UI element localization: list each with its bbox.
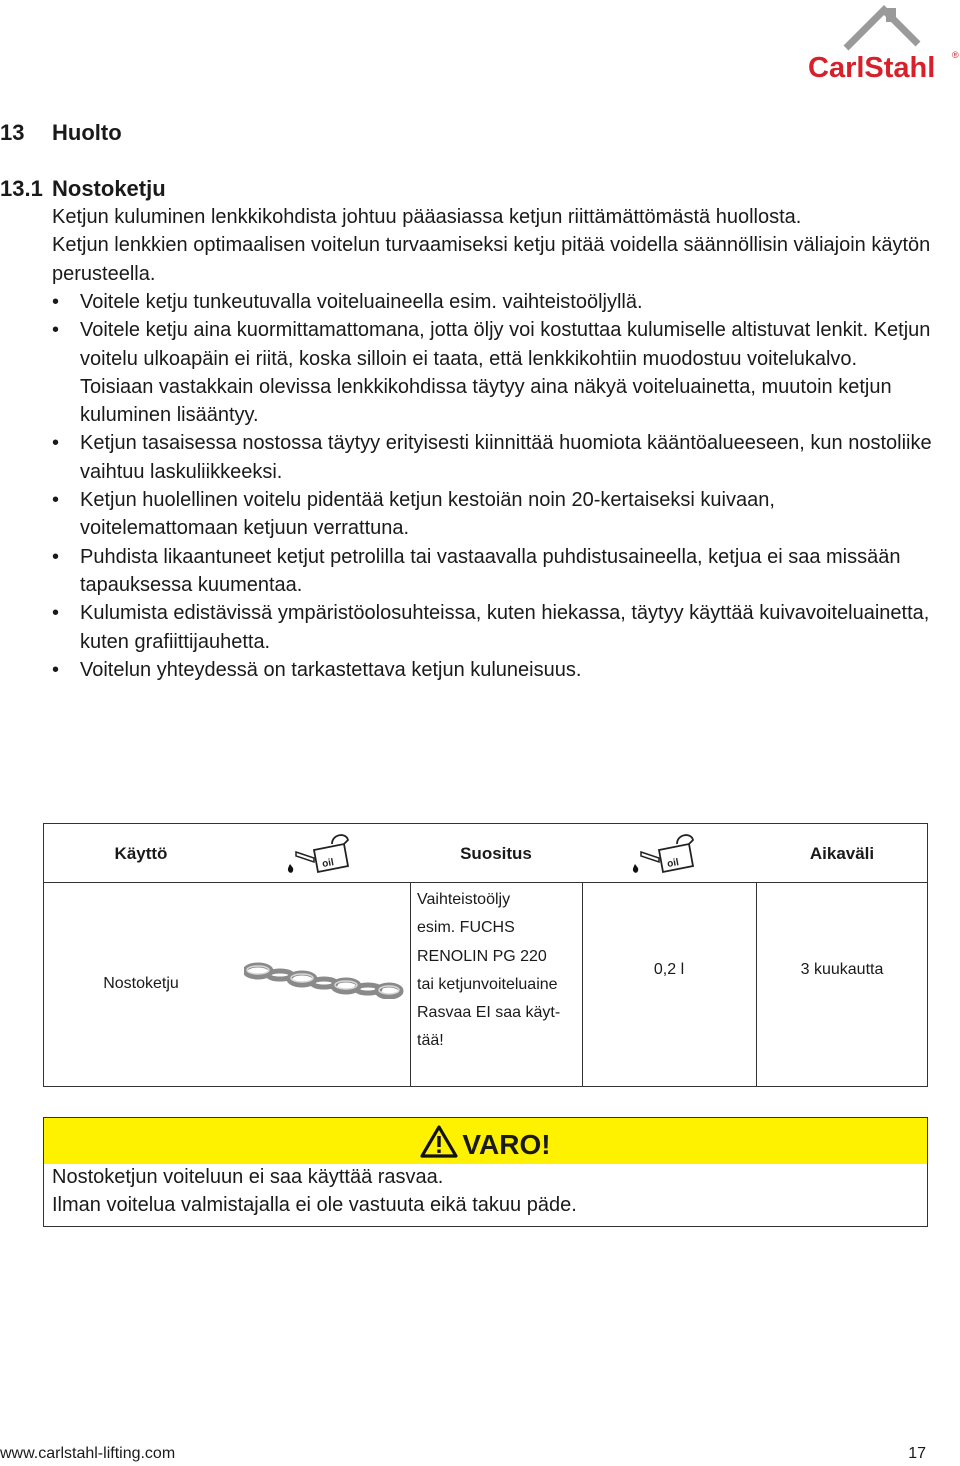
- carlstahl-logo: [806, 4, 960, 80]
- section-title: Huolto: [52, 120, 122, 145]
- warning-title: VARO!: [462, 1129, 551, 1160]
- logo-wordmark: CarlStahl: [808, 52, 936, 80]
- warning-line: Nostoketjun voiteluun ei saa käyttää rasvaa.: [52, 1166, 444, 1188]
- recommendation-line: tää!: [417, 1032, 444, 1050]
- svg-text:®: ®: [952, 50, 959, 60]
- warning-triangle-icon: [420, 1125, 458, 1158]
- cell-use: Nostoketju: [103, 975, 179, 992]
- svg-text:oil: oil: [666, 857, 680, 870]
- warning-text: [52, 1163, 577, 1220]
- column-divider: [410, 883, 411, 1086]
- lubrication-table: [43, 823, 928, 1087]
- header-use: Käyttö: [114, 844, 168, 863]
- intro-paragraph: Ketjun kuluminen lenkkikohdista johtuu pääasiassa ketjun riittämättömästä huollosta.: [52, 206, 802, 228]
- intro-paragraph: Ketjun lenkkien optimaalisen voitelun turvaamiseksi ketju pitää voidella säännöllisin väliajoin käytön perusteella.: [52, 234, 931, 285]
- column-divider: [582, 883, 583, 1086]
- recommendation-line: tai ketjunvoiteluaine: [417, 975, 558, 993]
- warning-line: Ilman voitelua valmistajalla ei ole vastuuta eikä takuu päde.: [52, 1194, 577, 1217]
- column-divider: [756, 883, 757, 1086]
- header-interval: Aikaväli: [809, 844, 875, 863]
- page-number: 17: [908, 1445, 926, 1462]
- list-item: • Kulumista edistävissä ympäristöolosuhteissa, kuten hiekassa, täytyy käyttää kuivavoiteluainetta, kuten grafiittijauhetta.: [52, 599, 932, 656]
- recommendation-line: Vaihteistoöljy: [417, 891, 511, 908]
- subsection-number: 13.1: [0, 176, 43, 201]
- cell-interval: 3 kuukautta: [800, 961, 884, 978]
- recommendation-line: esim. FUCHS: [417, 919, 515, 937]
- list-item: • Puhdista likaantuneet ketjut petrolilla tai vastaavalla puhdistusaineella, ketjua ei saa missään tapauksessa kuumentaa.: [52, 543, 932, 600]
- list-item: • Voitelun yhteydessä on tarkastettava ketjun kuluneisuus.: [52, 656, 932, 684]
- list-item: • Ketjun huolellinen voitelu pidentää ketjun kestoiän noin 20-kertaiseksi kuivaan, voitelemattomaan ketjuun verrattuna.: [52, 486, 932, 543]
- section-heading: [0, 120, 122, 146]
- cell-recommendation: [417, 886, 581, 1056]
- oil-can-icon: [284, 830, 354, 878]
- warning-box: [43, 1117, 928, 1227]
- list-item: • Ketjun tasaisessa nostossa täytyy erityisesti kiinnittää huomiota kääntöalueeseen, kun nostoliike vaihtuu laskuliikkeeksi.: [52, 429, 932, 486]
- table-header-row: [44, 824, 927, 883]
- subsection-title: Nostoketju: [52, 176, 166, 201]
- oil-can-icon: [629, 830, 699, 878]
- list-item: • Voitele ketju aina kuormittamattomana, jotta öljy voi kostuttaa kulumiselle altistuvat lenkit. Ketjun voitelu ulkoapäin ei riitä, koska silloin ei taata, että lenkkikohtiin muodostuu voitelukalvo. Toisiaan vastakkain olevissa lenkkikohdissa täytyy aina näkyä voiteluainetta, muutoin ketjun kuluminen lisääntyy.: [52, 316, 932, 429]
- header-recommendation: Suositus: [460, 844, 532, 863]
- maintenance-list: [52, 288, 932, 684]
- subsection-heading: [0, 176, 166, 202]
- svg-text:oil: oil: [321, 857, 335, 870]
- chain-icon: [244, 959, 404, 999]
- recommendation-line: Rasvaa EI saa käyt-: [417, 1004, 561, 1022]
- warning-heading: [44, 1125, 927, 1161]
- recommendation-line: RENOLIN PG 220: [417, 947, 547, 965]
- section-number: 13: [0, 120, 25, 145]
- roof-icon: [846, 8, 918, 48]
- cell-amount: 0,2 l: [653, 961, 685, 978]
- intro-text: [52, 203, 942, 288]
- list-item: • Voitele ketju tunkeutuvalla voiteluaineella esim. vaihteistoöljyllä.: [52, 288, 932, 316]
- footer-website: www.carlstahl-lifting.com: [0, 1445, 176, 1462]
